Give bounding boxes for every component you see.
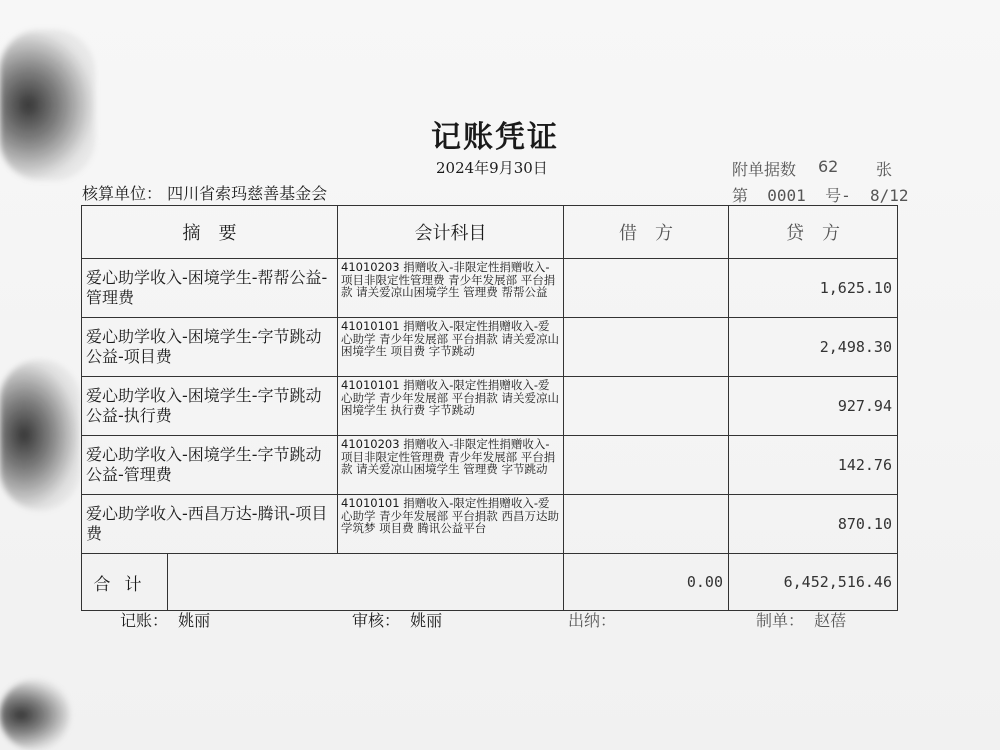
row-summary: 爱心助学收入-困境学生-字节跳动公益-项目费: [82, 318, 338, 377]
total-label: 合计: [82, 554, 168, 611]
total-blank: [168, 554, 564, 611]
total-row: [82, 554, 898, 611]
total-credit: 6,452,516.46: [729, 554, 898, 611]
row-debit: [564, 318, 729, 377]
attachments-label: 附单据数: [732, 160, 797, 179]
table-header-row: [82, 206, 898, 259]
row-summary: 爱心助学收入-西昌万达-腾讯-项目费: [82, 495, 338, 554]
table-row: [82, 377, 898, 436]
row-credit: 142.76: [729, 436, 898, 495]
total-debit: 0.00: [564, 554, 729, 611]
accounting-unit: [82, 181, 327, 204]
row-account: 41010203 捐赠收入-非限定性捐赠收入-项目非限定性管理费 青少年发展部 平台捐款 请关爱凉山困境学生 管理费 帮帮公益: [338, 259, 564, 318]
signature-cashier: 出纳：: [568, 611, 617, 630]
scan-smudge-middle: [0, 360, 80, 510]
unit-label: 核算单位：: [82, 184, 163, 203]
unit-name: 四川省索玛慈善基金会: [167, 184, 328, 203]
header-credit: 贷 方: [729, 206, 898, 259]
attachments-info: [732, 157, 893, 180]
header-debit: 借 方: [564, 206, 729, 259]
table-row: [82, 259, 898, 318]
scan-smudge-top: [0, 30, 95, 180]
header-account: 会计科目: [338, 206, 564, 259]
row-debit: [564, 436, 729, 495]
row-summary: 爱心助学收入-困境学生-帮帮公益-管理费: [82, 259, 338, 318]
row-account: 41010101 捐赠收入-限定性捐赠收入-爱心助学 青少年发展部 平台捐款 西昌万达助学筑梦 项目费 腾讯公益平台: [338, 495, 564, 554]
row-debit: [564, 377, 729, 436]
row-summary: 爱心助学收入-困境学生-字节跳动公益-管理费: [82, 436, 338, 495]
scan-smudge-bottom: [0, 680, 70, 750]
attachments-count: 62: [818, 157, 839, 176]
row-credit: 2,498.30: [729, 318, 898, 377]
voucher-title: 记账凭证: [431, 120, 559, 155]
row-account: 41010203 捐赠收入-非限定性捐赠收入-项目非限定性管理费 青少年发展部 平台捐款 请关爱凉山困境学生 管理费 字节跳动: [338, 436, 564, 495]
signature-preparer: 制单： 赵蓓: [756, 611, 847, 630]
row-account: 41010101 捐赠收入-限定性捐赠收入-爱心助学 青少年发展部 平台捐款 请关爱凉山困境学生 项目费 字节跳动: [338, 318, 564, 377]
row-credit: 927.94: [729, 377, 898, 436]
row-debit: [564, 495, 729, 554]
voucher-date: 2024年9月30日: [436, 159, 548, 177]
header-summary: 摘 要: [82, 206, 338, 259]
voucher-number: 第 0001 号- 8/12: [732, 186, 909, 205]
signature-bookkeeper: 记账： 姚丽: [120, 611, 211, 630]
attachments-unit: 张: [876, 160, 893, 179]
row-account: 41010101 捐赠收入-限定性捐赠收入-爱心助学 青少年发展部 平台捐款 请关爱凉山困境学生 执行费 字节跳动: [338, 377, 564, 436]
table-row: [82, 495, 898, 554]
row-debit: [564, 259, 729, 318]
table-row: [82, 436, 898, 495]
table-row: [82, 318, 898, 377]
signature-reviewer: 审核： 姚丽: [352, 611, 443, 630]
row-credit: 870.10: [729, 495, 898, 554]
row-summary: 爱心助学收入-困境学生-字节跳动公益-执行费: [82, 377, 338, 436]
voucher-table: [81, 205, 898, 611]
row-credit: 1,625.10: [729, 259, 898, 318]
